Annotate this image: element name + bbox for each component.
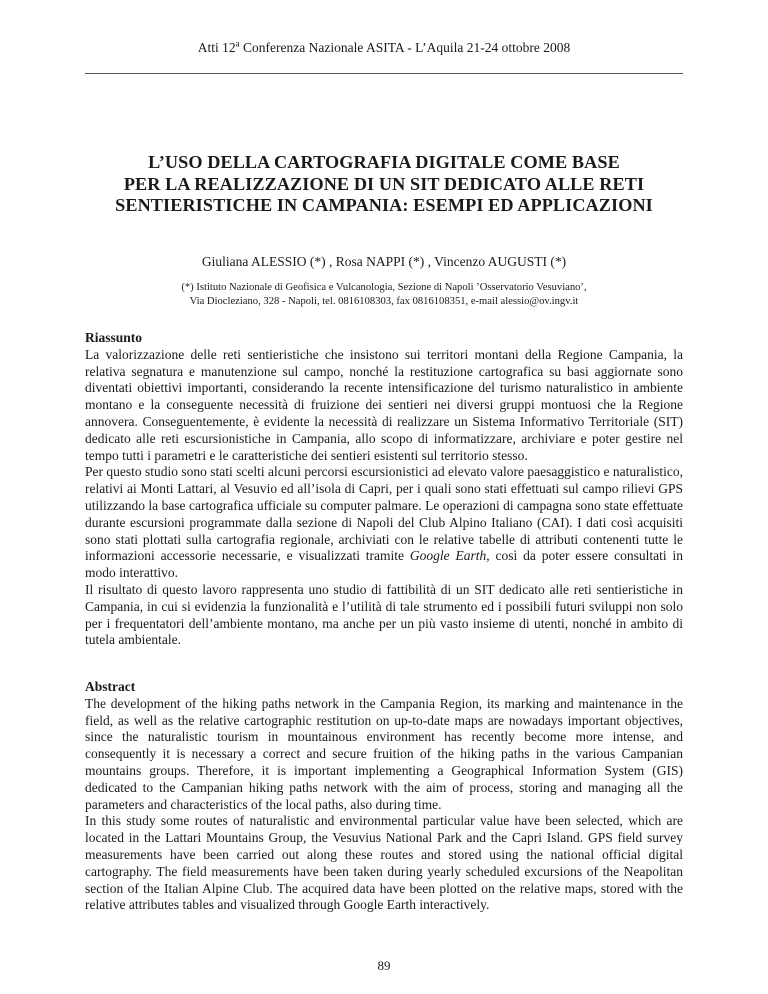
affiliation-line-1: (*) Istituto Nazionale di Geofisica e Vulcanologia, Sezione di Napoli ’Osservatorio Vesuviano’,: [181, 282, 587, 293]
abstract-paragraph-2: In this study some routes of naturalistic and environmental particular value have been selected, which are located in the Lattari Mountains Group, the Vesuvius National Park and the Capri Island. GPS field survey measurements have been carried out along these routes and stored using the national official digital cartography. The field measurements have been taken during yearly scheduled excursions of the Neapolitan section of the Italian Alpine Club. The acquired data have been plotted on the relative maps, stored with the relative attributes tables and visualized through Google Earth interactively.: [85, 813, 683, 913]
riassunto-p2-text-end: , così da poter essere consultati in modo interattivo.: [85, 548, 684, 581]
abstract-paragraph-1: The development of the hiking paths network in the Campania Region, its marking and maintenance in the field, as well as the relative cartographic restitution on up-to-date maps are nowadays important objectives, since the naturalistic tourism in mountainous environment has recently become more intense, and consequently it is necessary a correct and secure fruition of the hiking paths in the various Campanian mountains groups. Therefore, it is important implementing a Geographical Information System (GIS) dedicated to the Campanian hiking paths network with the aim of process, storing and managing all the parameters and characteristics of the local paths, also during time.: [85, 695, 683, 812]
affiliation: [85, 281, 683, 309]
title-line-3: SENTIERISTICHE IN CAMPANIA: ESEMPI ED APPLICAZIONI: [115, 195, 653, 215]
title-line-1: L’USO DELLA CARTOGRAFIA DIGITALE COME BASE: [148, 152, 620, 172]
running-header: [85, 39, 683, 57]
title-line-2: PER LA REALIZZAZIONE DI UN SIT DEDICATO ALLE RETI: [123, 173, 645, 194]
page-number: 89: [377, 958, 391, 973]
affiliation-line-2: Via Diocleziano, 328 - Napoli, tel. 0816108303, fax 0816108351, e-mail alessio@ov.ingv.it: [189, 296, 579, 307]
header-rule: [85, 73, 683, 74]
riassunto-section: [85, 330, 683, 649]
abstract-section: [85, 679, 683, 914]
riassunto-paragraph-3: Il risultato di questo lavoro rappresenta uno studio di fattibilità di un SIT dedicato alle reti sentieristiche in Campania, in cui si evidenzia la funzionalità e l’utilità di tale strumento ed i possibili futuri sviluppi non solo per i frequentatori dell’ambiente montano, ma anche per un più vasto insieme di utenti, nonché in ambito di tutela ambientale.: [85, 581, 683, 648]
paper-title: [60, 152, 708, 217]
authors: Giuliana ALESSIO (*) , Rosa NAPPI (*) , Vincenzo AUGUSTI (*): [201, 254, 567, 269]
riassunto-paragraph-1: La valorizzazione delle reti sentieristiche che insistono sui territori montani della Regione Campania, la relativa segnatura e manutenzione sul campo, nonché la restituzione cartografica su basi aggiornate sono diventati obiettivi importanti, considerando la recente intensificazione del turismo naturalistico in ambiente montano e la conseguente necessità di fruizione dei sentieri nei diversi gruppi montuosi che la Regione annovera. Conseguentemente, è evidente la necessità di realizzare un Sistema Informativo Territoriale (SIT) dedicato alle reti escursionistiche in Campania, allo scopo di informatizzare, archiviare e poter gestire nel tempo tutti i parametri e le caratteristiche dei sentieri esistenti sul territorio stesso.: [85, 346, 683, 463]
header-text-before: Atti 12: [197, 40, 236, 55]
header-superscript: a: [235, 38, 240, 49]
riassunto-paragraph-2: [85, 464, 683, 582]
header-text-after: Conferenza Nazionale ASITA - L’Aquila 21-24 ottobre 2008: [239, 40, 571, 55]
abstract-heading: Abstract: [85, 679, 136, 694]
riassunto-heading: Riassunto: [85, 330, 143, 345]
riassunto-p2-text: Per questo studio sono stati scelti alcuni percorsi escursionistici ad elevato valore paesaggistico e naturalistico, relativi ai Monti Lattari, al Vesuvio ed all’isola di Capri, per i quali sono stati effettuati sul campo rilievi GPS utilizzando la base cartografica ufficiale su computer palmare. Le operazioni di campagna sono state effettuate durante escursioni programmate dalla sezione di Napoli del Club Alpino Italiano (CAI). I dati così acquisiti sono stati plottati sulla cartografia regionale, archiviati con le relative tabelle di attributi contenenti tutte le informazioni accessorie necessarie, e visualizzati tramite: [85, 464, 683, 564]
google-earth-italic: Google Earth: [409, 548, 487, 564]
